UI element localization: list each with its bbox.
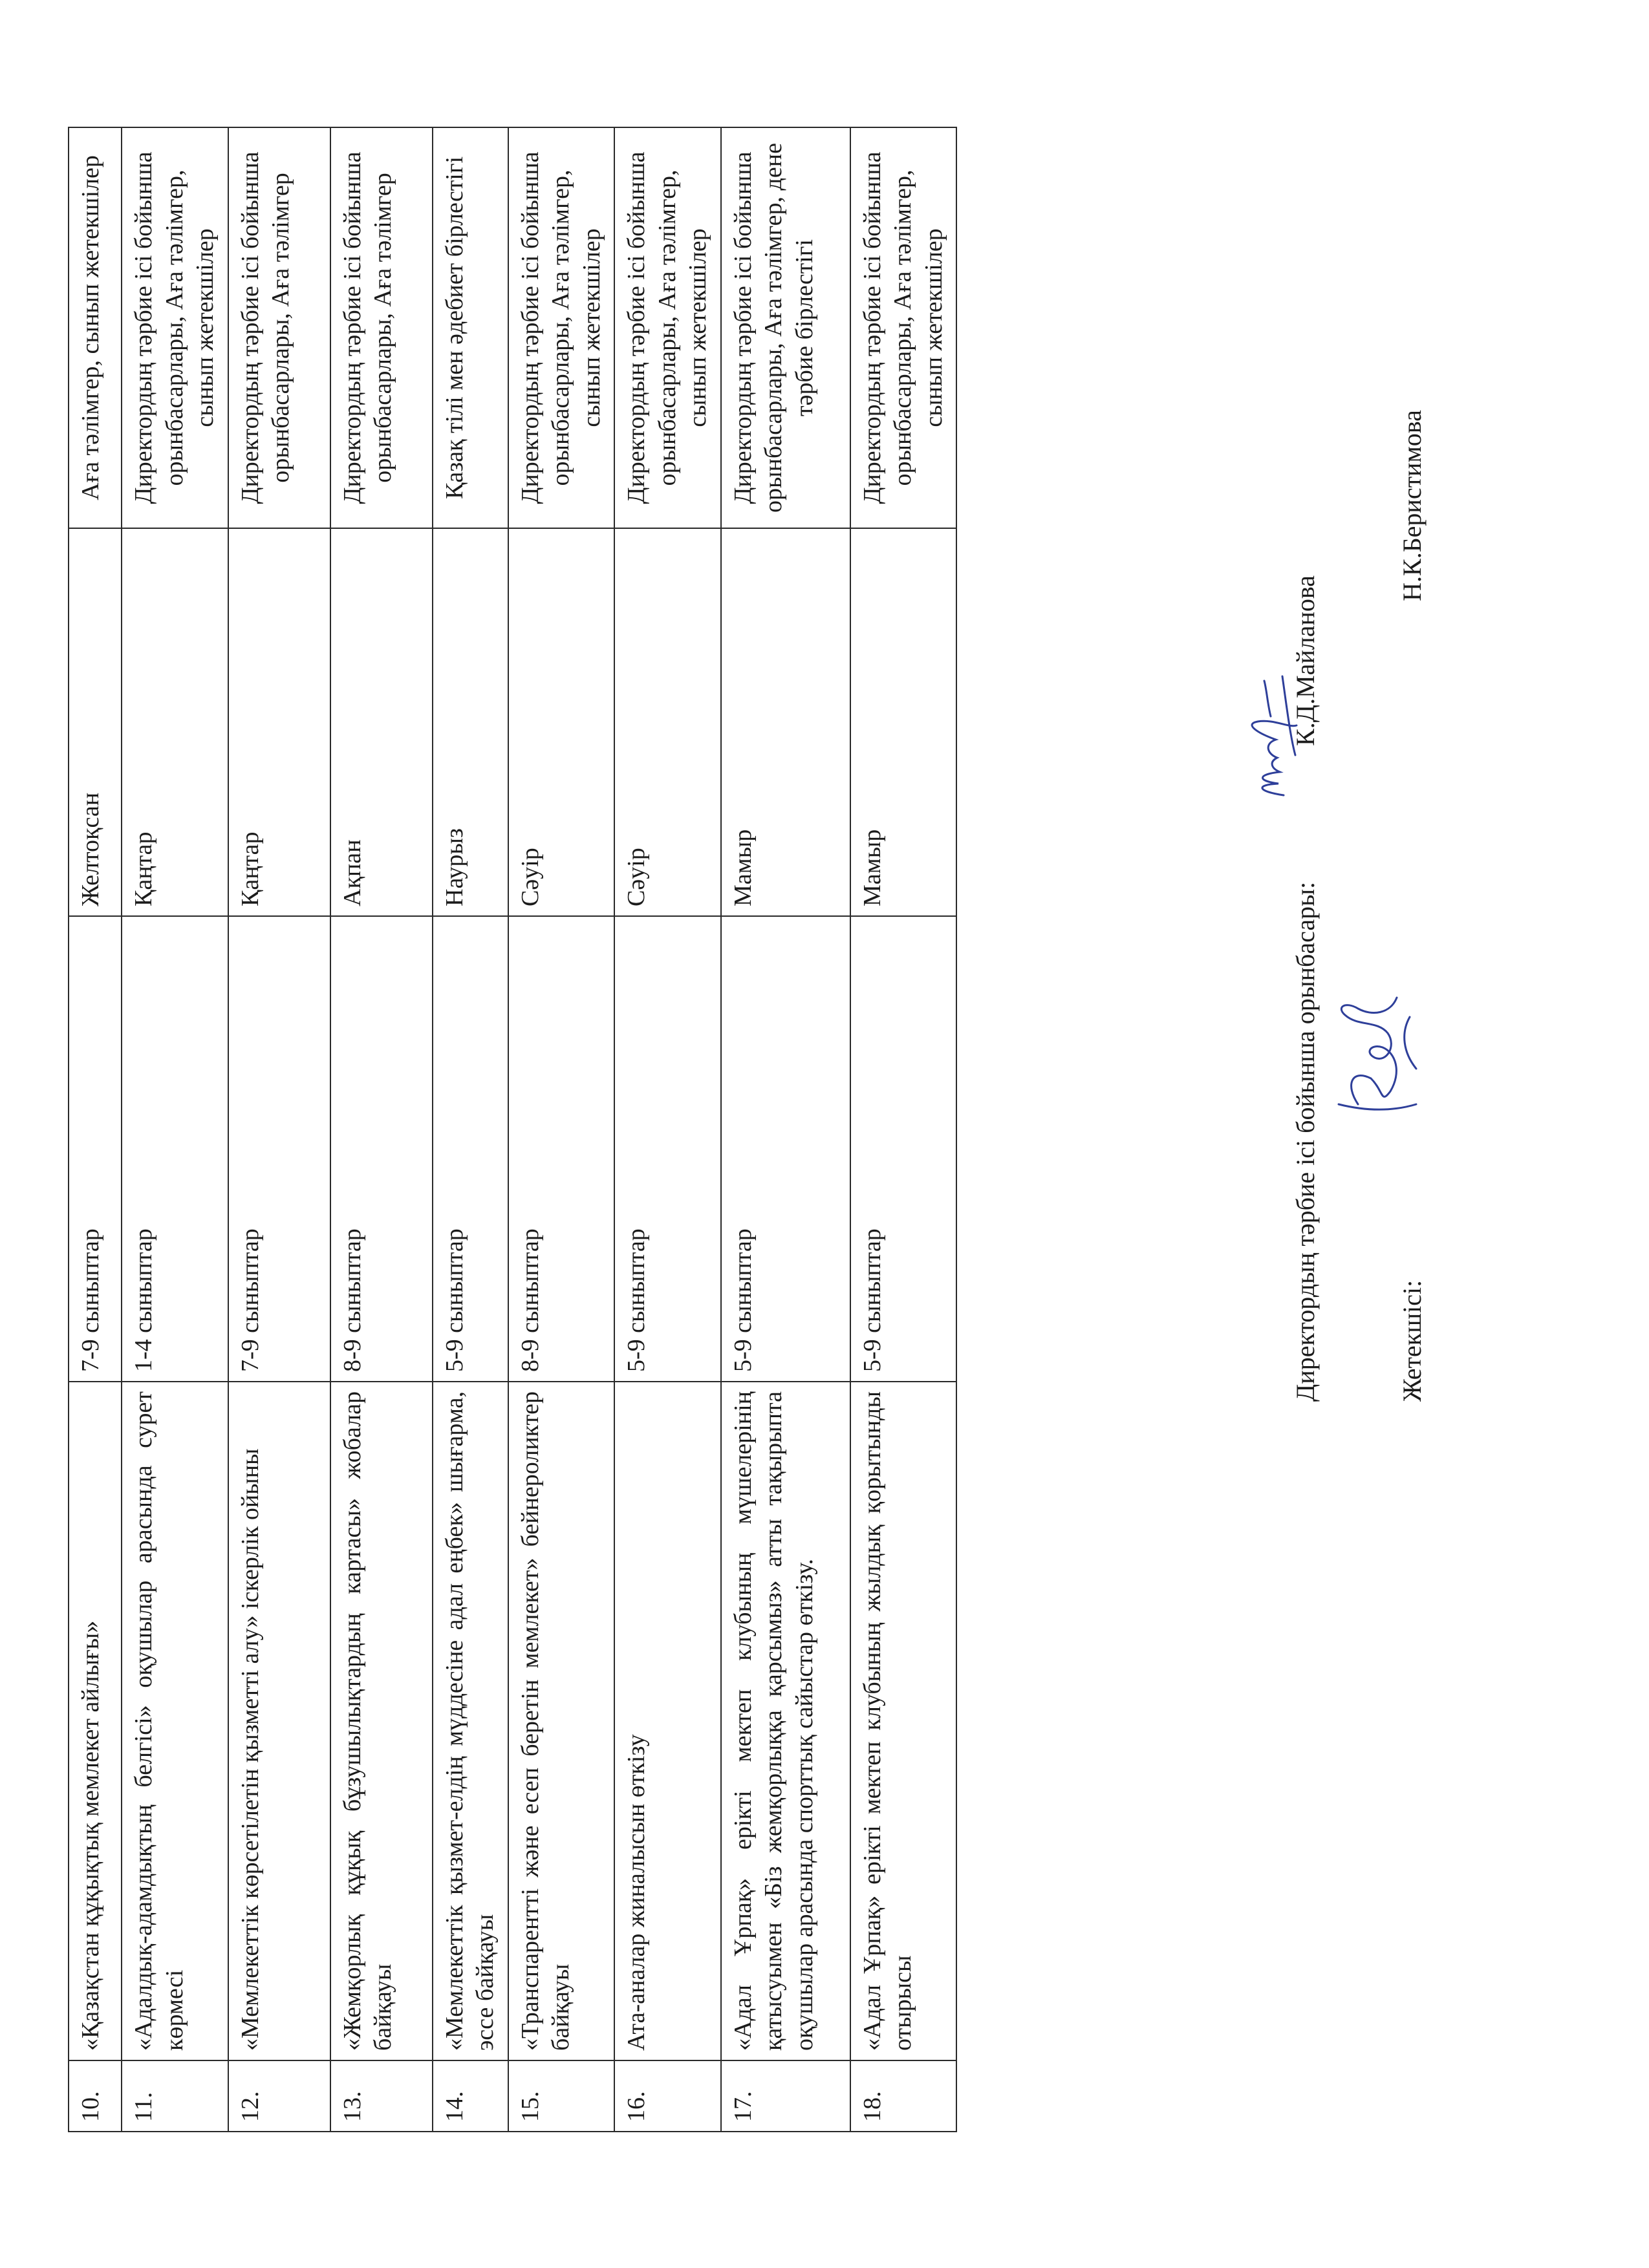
event-month: Сәуір <box>508 528 615 916</box>
row-number: 17. <box>721 2060 850 2132</box>
table-row <box>433 127 508 2132</box>
deputy-signature-mark <box>1238 671 1310 800</box>
event-month: Мамыр <box>850 528 957 916</box>
responsible-persons: Директордың тәрбие ісі бойынша орынбасарлары, Аға тәлімгер, дене тәрбие бірлестігі <box>721 127 850 528</box>
responsible-persons: Директордың тәрбие ісі бойынша орынбасарлары, Аға тәлімгер <box>228 127 330 528</box>
row-number: 15. <box>508 2060 615 2132</box>
table-row <box>228 127 330 2132</box>
target-classes: 7-9 сыныптар <box>228 916 330 1382</box>
row-number: 14. <box>433 2060 508 2132</box>
target-classes: 5-9 сыныптар <box>614 916 721 1382</box>
deputy-name: К.Д.Майланова <box>1291 575 1320 746</box>
event-month: Сәуір <box>614 528 721 916</box>
event-name: «Адалдық-адамдықтың белгісі» оқушылар арасында сурет көрмесі <box>122 1382 228 2060</box>
event-month: Қаңтар <box>228 528 330 916</box>
row-number: 11. <box>122 2060 228 2132</box>
event-name: «Мемлекеттік қызмет-елдің мүддесіне адал еңбек» шығарма, эссе байқауы <box>433 1382 508 2060</box>
target-classes: 7-9 сыныптар <box>69 916 122 1382</box>
event-name: «Қазақстан құқықтық мемлекет айлығы» <box>69 1382 122 2060</box>
target-classes: 5-9 сыныптар <box>721 916 850 1382</box>
event-month: Ақпан <box>330 528 433 916</box>
target-classes: 8-9 сыныптар <box>508 916 615 1382</box>
event-month: Наурыз <box>433 528 508 916</box>
event-name: «Мемлекеттік көрсетілетін қызметті алу» іскерлік ойыны <box>228 1382 330 2060</box>
table-row <box>330 127 433 2132</box>
event-name: «Адал Ұрпақ» ерікті мектеп клубының мүшелерінің қатысуымен «Біз жемқорлыққа қарсымыз» атты тақырыпта оқушылар арасында спорттық сайыстар өткізу. <box>721 1382 850 2060</box>
responsible-persons: Директордың тәрбие ісі бойынша орынбасарлары, Аға тәлімгер, сынып жетекшілер <box>508 127 615 528</box>
table-row <box>850 127 957 2132</box>
responsible-persons: Директордың тәрбие ісі бойынша орынбасарлары, Аға тәлімгер <box>330 127 433 528</box>
head-label: Жетекшісі: <box>1397 1279 1427 1402</box>
table-row <box>122 127 228 2132</box>
responsible-persons: Директордың тәрбие ісі бойынша орынбасарлары, Аға тәлімгер, сынып жетекшілер <box>850 127 957 528</box>
event-month: Мамыр <box>721 528 850 916</box>
target-classes: 5-9 сыныптар <box>850 916 957 1382</box>
event-month: Қаңтар <box>122 528 228 916</box>
row-number: 18. <box>850 2060 957 2132</box>
row-number: 16. <box>614 2060 721 2132</box>
row-number: 10. <box>69 2060 122 2132</box>
head-signature-line <box>1397 410 1427 1402</box>
event-name: Ата-аналар жиналысын өткізу <box>614 1382 721 2060</box>
head-signature-mark <box>1319 981 1429 1130</box>
head-name: Н.К.Беристимова <box>1397 410 1427 601</box>
responsible-persons: Қазақ тілі мен әдебиет бірлестігі <box>433 127 508 528</box>
event-name: «Жемқорлық құқық бұзушылықтардың картасы» жобалар байқауы <box>330 1382 433 2060</box>
target-classes: 1-4 сыныптар <box>122 916 228 1382</box>
deputy-label: Директордың тәрбие ісі бойынша орынбасары: <box>1291 881 1320 1402</box>
responsible-persons: Директордың тәрбие ісі бойынша орынбасарлары, Аға тәлімгер, сынып жетекшілер <box>614 127 721 528</box>
target-classes: 8-9 сыныптар <box>330 916 433 1382</box>
event-name: «Транспаренттi және есеп беретін мемлекет» бейнероликтер байқауы <box>508 1382 615 2060</box>
event-month: Желтоқсан <box>69 528 122 916</box>
events-table-body <box>69 127 956 2132</box>
event-name: «Адал Ұрпақ» ерікті мектеп клубының жылдық қорытынды отырысы <box>850 1382 957 2060</box>
responsible-persons: Аға тәлімгер, сынып жетекшілер <box>69 127 122 528</box>
table-row <box>69 127 122 2132</box>
events-table <box>68 127 957 2132</box>
row-number: 12. <box>228 2060 330 2132</box>
target-classes: 5-9 сыныптар <box>433 916 508 1382</box>
row-number: 13. <box>330 2060 433 2132</box>
table-row <box>614 127 721 2132</box>
table-row <box>508 127 615 2132</box>
responsible-persons: Директордың тәрбие ісі бойынша орынбасарлары, Аға тәлімгер, сынып жетекшілер <box>122 127 228 528</box>
table-row <box>721 127 850 2132</box>
